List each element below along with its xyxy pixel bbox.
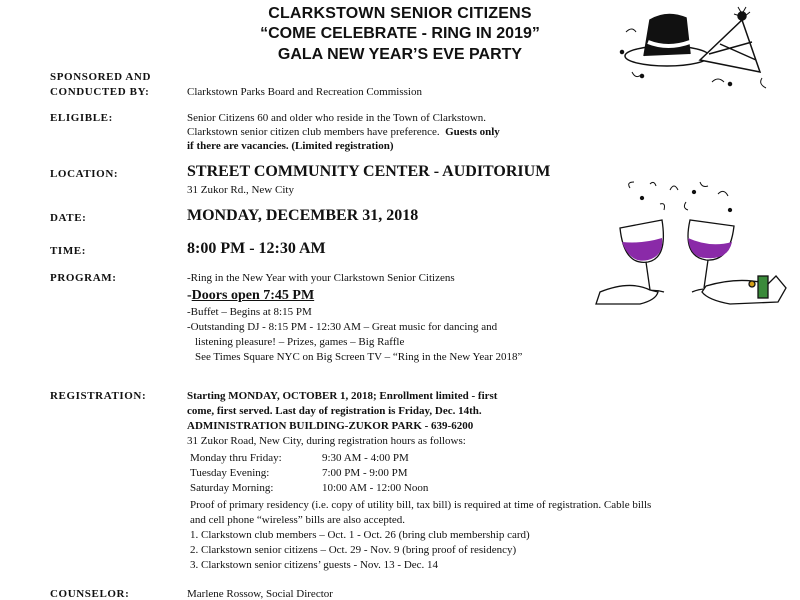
eligible-label: ELIGIBLE: — [50, 112, 113, 124]
date-value: MONDAY, DECEMBER 31, 2018 — [187, 207, 419, 224]
eligible-line-3: if there are vacancies. (Limited registration) — [187, 140, 394, 152]
registration-line-3: ADMINISTRATION BUILDING-ZUKOR PARK - 639-6200 — [187, 420, 474, 432]
hours-row — [190, 465, 428, 480]
hours-row — [190, 450, 428, 465]
time-label: TIME: — [50, 245, 86, 257]
registration-line-4: 31 Zukor Road, New City, during registration hours as follows: — [187, 435, 466, 447]
hours-time: 7:00 PM - 9:00 PM — [322, 466, 408, 479]
title-line-3: GALA NEW YEAR’S EVE PARTY — [277, 46, 523, 63]
party-hats-illustration — [612, 2, 772, 92]
sponsored-value: Clarkstown Parks Board and Recreation Commission — [187, 86, 422, 98]
program-line-5: listening pleasure! – Prizes, games – Big Raffle — [195, 336, 405, 348]
eligible-line-2b: Guests only — [445, 126, 500, 138]
hours-row — [190, 480, 428, 495]
hours-day: Saturday Morning: — [190, 481, 274, 494]
registration-hours-table — [190, 450, 428, 495]
program-label: PROGRAM: — [50, 272, 117, 284]
sponsored-label-2: CONDUCTED BY: — [50, 86, 150, 98]
registration-item-1: 1. Clarkstown club members – Oct. 1 - Oct. 26 (bring club membership card) — [190, 529, 530, 541]
hours-time: 9:30 AM - 4:00 PM — [322, 451, 409, 464]
registration-line-2: come, first served. Last day of registration is Friday, Dec. 14th. — [187, 405, 482, 417]
title-line-1: CLARKSTOWN SENIOR CITIZENS — [268, 5, 532, 22]
registration-item-3: 3. Clarkstown senior citizens’ guests - Nov. 13 - Dec. 14 — [190, 559, 439, 571]
time-value: 8:00 PM - 12:30 AM — [187, 240, 326, 257]
location-label: LOCATION: — [50, 168, 119, 180]
registration-proof-2: and cell phone “wireless” bills are also accepted. — [190, 514, 406, 526]
registration-proof-1: Proof of primary residency (i.e. copy of utility bill, tax bill) is required at time of registration. Cable bills — [190, 499, 652, 511]
counselor-label: COUNSELOR: — [50, 588, 130, 600]
registration-label: REGISTRATION: — [50, 390, 147, 402]
eligible-line-1: Senior Citizens 60 and older who reside in the Town of Clarkstown. — [187, 112, 487, 124]
toasting-glasses-illustration — [590, 180, 790, 305]
program-line-1: -Ring in the New Year with your Clarkstown Senior Citizens — [187, 272, 455, 284]
registration-item-2: 2. Clarkstown senior citizens – Oct. 29 - Nov. 9 (bring proof of residency) — [190, 544, 517, 556]
program-line-4: -Outstanding DJ - 8:15 PM - 12:30 AM – Great music for dancing and — [187, 321, 498, 333]
title-line-2: “COME CELEBRATE - RING IN 2019” — [260, 25, 540, 42]
registration-line-1: Starting MONDAY, OCTOBER 1, 2018; Enrollment limited - first — [187, 390, 498, 402]
location-name: STREET COMMUNITY CENTER - AUDITORIUM — [187, 163, 551, 180]
date-label: DATE: — [50, 212, 87, 224]
sponsored-label-1: SPONSORED AND — [50, 71, 152, 83]
doors-open-text: Doors open 7:45 PM — [191, 288, 315, 303]
program-line-2 — [187, 288, 314, 304]
program-line-2-dash: - — [187, 288, 192, 303]
eligible-line-2a: Clarkstown senior citizen club members have preference. — [187, 126, 440, 138]
location-address: 31 Zukor Rd., New City — [187, 184, 294, 196]
program-line-3: -Buffet – Begins at 8:15 PM — [187, 306, 312, 318]
counselor-value: Marlene Rossow, Social Director — [187, 588, 333, 600]
eligible-line-2 — [187, 126, 500, 138]
hours-day: Tuesday Evening: — [190, 466, 270, 479]
program-line-6: See Times Square NYC on Big Screen TV – “Ring in the New Year 2018” — [195, 351, 523, 363]
hours-day: Monday thru Friday: — [190, 451, 282, 464]
hours-time: 10:00 AM - 12:00 Noon — [322, 481, 429, 494]
